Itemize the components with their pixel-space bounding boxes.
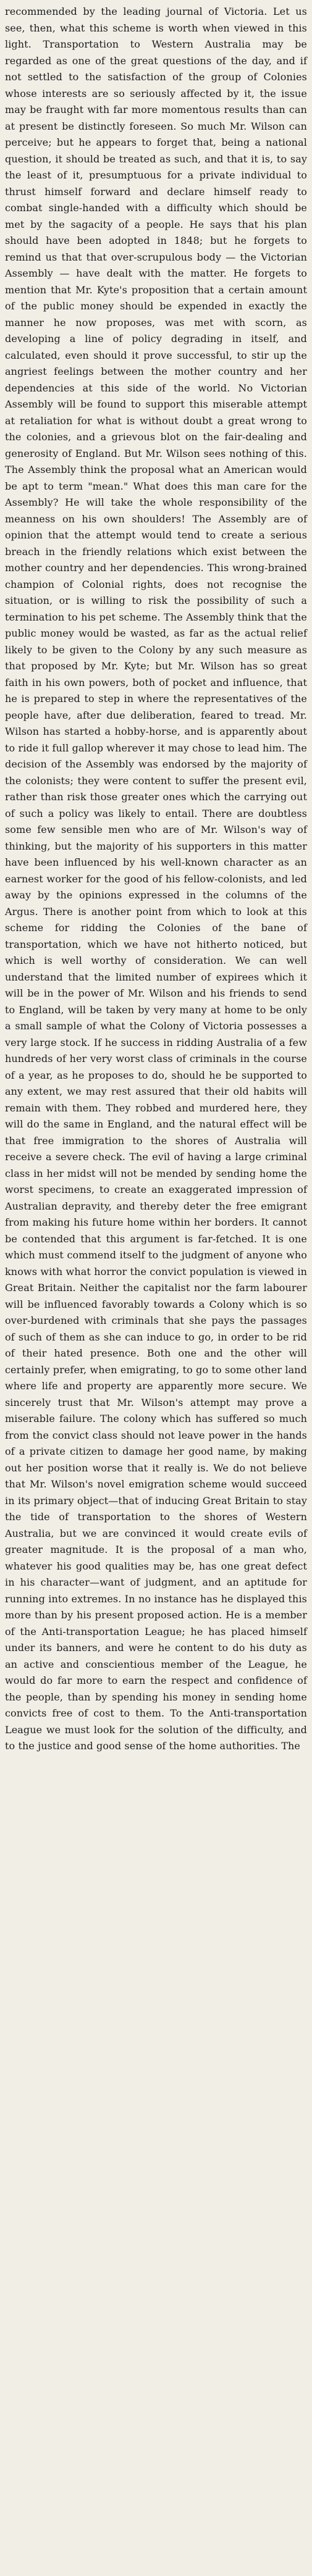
- article-paragraph: recommended by the leading journal of Victoria. Let us see, then, what this scheme is worth when viewed in this light. Transportation to Western Australia may be regarded as one of the great questions of the day, and if not settled to the satisfaction of the group of Colonies whose interests are so seriously affected by it, the issue may be fraught with far more momentous results than can at present be distinctly foreseen. So much Mr. Wilson can perceive; but he appears to forget that, being a national question, it should be treated as such, and that it is, to say the least of it, presumptuous for a private individual to thrust himself forward and declare himself ready to combat single-handed with a difficulty which should be met by the sagacity of a people. He says that his plan should have been adopted in 1848; but he forgets to remind us that that over-scrupulous body — the Victorian Assembly — have dealt with the matter. He forgets to mention that Mr. Kyte's proposition that a certain amount of the public money should be expended in exactly the manner he now proposes, was met with scorn, as developing a line of policy degrading in itself, and calculated, even should it prove successful, to stir up the angriest feelings between the mother country and her dependencies at this side of the world. No Victorian Assembly will be found to support this miserable attempt at retaliation for what is without doubt a great wrong to the colonies, and a grievous blot on the fair-dealing and generosity of England. But Mr. Wilson sees nothing of this. The Assembly think the proposal what an American would be apt to term "mean." What does this man care for the Assembly? He will take the whole responsibility of the meanness on his own shoulders! The Assembly are of opinion that the attempt would tend to create a serious breach in the friendly relations which exist between the mother country and her dependencies. This wrong-brained champion of Colonial rights, does not recognise the situation, or is willing to risk the possibility of such a termination to his pet scheme. The Assembly think that the public money would be wasted, as far as the actual relief likely to be given to the Colony by any such measure as that proposed by Mr. Kyte; but Mr. Wilson has so great faith in his own powers, both of pocket and influence, that he is prepared to step in where the representatives of the people have, after due deliberation, feared to tread. Mr. Wilson has started a hobby-horse, and is apparently about to ride it full gallop wherever it may chose to lead him. The decision of the Assembly was endorsed by the majority of the colonists; they were content to suffer the present evil, rather than risk those greater ones which the carrying out of such a policy was likely to entail. There are doubtless some few sensible men who are of Mr. Wilson's way of thinking, but the majority of his supporters in this matter have been influenced by his well-known character as an earnest worker for the good of his fellow-colonists, and led away by the opinions expressed in the columns of the Argus. There is another point from which to look at this scheme for ridding the Colonies of the bane of transportation, which we have not hitherto noticed, but which is well worthy of consideration. We can well understand that the limited number of expirees which it will be in the power of Mr. Wilson and his friends to send to England, will be taken by very many at home to be only a small sample of what the Colony of Victoria possesses a very large stock. If he success in ridding Australia of a few hundreds of her very worst class of criminals in the course of a year, as he proposes to do, should he be supported to any extent, we may rest assured that their old habits will remain with them. They robbed and murdered here, they will do the same in England, and the natural effect will be that free immigration to the shores of Australia will receive a severe check. The evil of having a large criminal class in her midst will not be mended by sending home the worst specimens, to create an exaggerated impression of Australian depravity, and thereby deter the free emigrant from making his future home within her borders. It cannot be contended that this argument is far-fetched. It is one which must commend itself to the judgment of anyone who knows with what horror the convict population is viewed in Great Britain. Neither the capitalist nor the farm labourer will be influenced favorably towards a Colony which is so over-burdened with criminals that she pays the passages of such of them as she can induce to go, in order to be rid of their hated presence. Both one and the other will certainly prefer, when emigrating, to go to some other land where life and property are apparently more secure. We sincerely trust that Mr. Wilson's attempt may prove a miserable failure. The colony which has suffered so much from the convict class should not leave power in the hands of a private citizen to damage her good name, by making out her position worse that it really is. We do not believe that Mr. Wilson's novel emigration scheme would succeed in its primary object—that of inducing Great Britain to stay the tide of transportation to the shores of Western Australia, but we are convinced it would create evils of greater magnitude. It is the proposal of a man who, whatever his good qualities may be, has one great defect in his character—want of judgment, and an aptitude for running into extremes. In no instance has he displayed this more than by his present proposed action. He is a member of the Anti-transportation League; he has placed himself under its banners, and were he content to do his duty as an active and conscientious member of the League, he would do far more to earn the respect and confidence of the people, than by spending his money in sending home convicts free of cost to them. To the Anti-transportation League we must look for the solution of the difficulty, and to the justice and good sense of the home authorities. The: [5, 6, 307, 1752]
- editorial-article: [5, 4, 307, 1755]
